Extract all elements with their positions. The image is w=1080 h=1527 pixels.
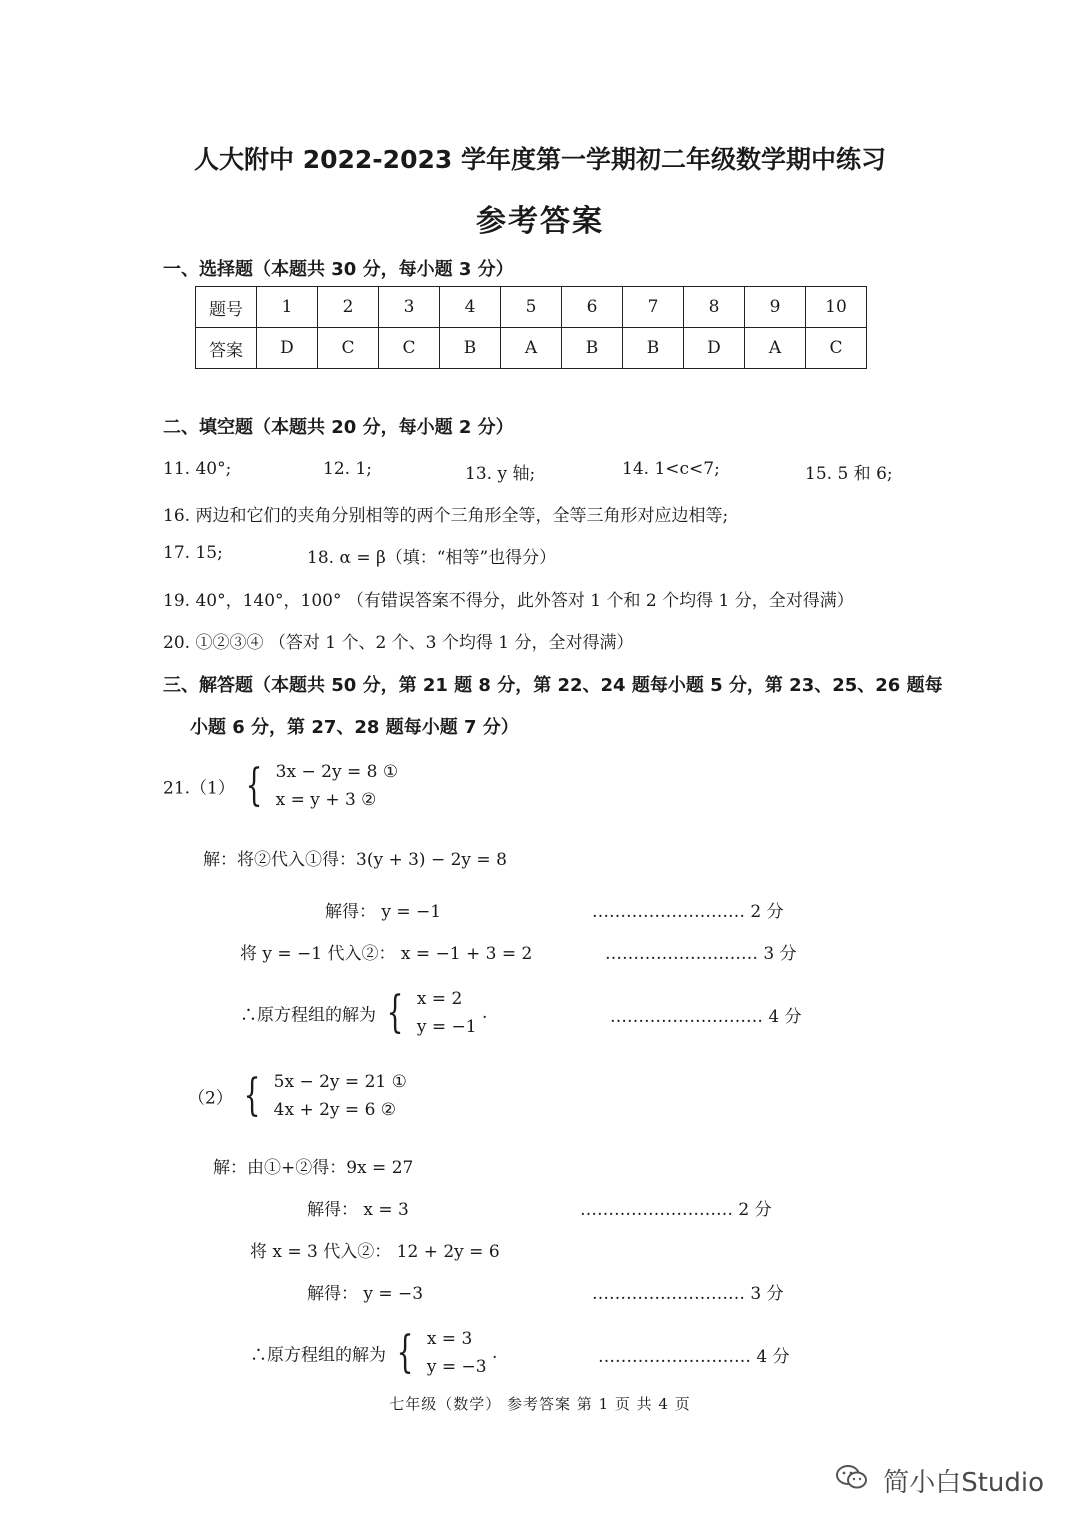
- table-cell: 5: [501, 287, 562, 328]
- table-cell: 3: [379, 287, 440, 328]
- table-row: [196, 287, 867, 328]
- page-footer: 七年级（数学） 参考答案 第 1 页 共 4 页: [389, 1395, 691, 1413]
- table-cell: B: [623, 328, 684, 369]
- equation: 3x − 2y = 8 ①: [275, 762, 399, 782]
- table-cell: B: [562, 328, 623, 369]
- score-mark: ……………………… 3 分: [605, 944, 797, 964]
- score-mark: ……………………… 2 分: [580, 1200, 772, 1220]
- q21-part1-system: [163, 758, 398, 814]
- solution-conclusion: ∴原方程组的解为 { x = 3 y = −3 .: [250, 1325, 497, 1381]
- score-mark: ……………………… 2 分: [592, 902, 784, 922]
- page-title: 人大附中 2022-2023 学年度第一学期初二年级数学期中练习: [194, 145, 886, 174]
- answer-q19: 19. 40°，140°，100° （有错误答案不得分，此外答对 1 个和 2 个均得 1 分，全对得满）: [163, 591, 854, 611]
- equation: 5x − 2y = 21 ①: [273, 1072, 407, 1092]
- answer-table: [195, 286, 867, 369]
- answer-q16: 16. 两边和它们的夹角分别相等的两个三角形全等，全等三角形对应边相等;: [163, 506, 729, 526]
- table-cell: C: [806, 328, 867, 369]
- solution-step: 解得： x = 3: [307, 1200, 409, 1220]
- table-cell: 8: [684, 287, 745, 328]
- table-cell: D: [257, 328, 318, 369]
- solution-step: 将 x = 3 代入②： 12 + 2y = 6: [250, 1242, 500, 1262]
- table-row: [196, 328, 867, 369]
- table-cell: 6: [562, 287, 623, 328]
- equation: y = −3: [426, 1357, 487, 1377]
- table-cell: A: [745, 328, 806, 369]
- table-cell: A: [501, 328, 562, 369]
- equation: x = 3: [426, 1329, 473, 1349]
- brace-icon: {: [243, 1070, 261, 1121]
- section3-heading-cont: 小题 6 分，第 27、28 题每小题 7 分）: [190, 717, 519, 738]
- equation-system: [274, 1068, 407, 1124]
- table-cell: C: [379, 328, 440, 369]
- score-mark: ……………………… 4 分: [610, 1007, 802, 1027]
- row-label: 题号: [196, 287, 257, 328]
- answer-q14: 14. 1<c<7;: [622, 459, 720, 479]
- q21-label: 21.（1）: [163, 778, 235, 799]
- equation-system: [276, 758, 398, 814]
- page-subtitle: 参考答案: [476, 204, 604, 239]
- table-cell: 1: [257, 287, 318, 328]
- solution-step: 将 y = −1 代入②： x = −1 + 3 = 2: [240, 944, 533, 964]
- score-mark: ……………………… 4 分: [598, 1347, 790, 1367]
- equation: y = −1: [416, 1017, 477, 1037]
- brace-icon: {: [397, 1327, 414, 1378]
- table-cell: 10: [806, 287, 867, 328]
- score-mark: ……………………… 3 分: [592, 1284, 784, 1304]
- equation: x = y + 3 ②: [275, 790, 377, 810]
- section2-heading: 二、填空题（本题共 20 分，每小题 2 分）: [163, 417, 514, 438]
- table-cell: 9: [745, 287, 806, 328]
- brace-icon: {: [245, 760, 263, 811]
- answer-q20: 20. ①②③④ （答对 1 个、2 个、3 个均得 1 分，全对得满）: [163, 633, 634, 653]
- answer-q15: 15. 5 和 6;: [805, 464, 893, 484]
- wechat-icon: [835, 1463, 869, 1498]
- solution-conclusion: ∴原方程组的解为 { x = 2 y = −1 .: [240, 985, 487, 1041]
- solution-step: 解：将②代入①得：3(y + 3) − 2y = 8: [203, 850, 507, 870]
- table-cell: 2: [318, 287, 379, 328]
- conclusion-text: ∴原方程组的解为: [250, 1345, 386, 1366]
- solution-step: 解得： y = −1: [325, 902, 442, 922]
- solution-system: [417, 985, 477, 1041]
- equation: 4x + 2y = 6 ②: [273, 1100, 397, 1120]
- solution-step: 解：由①+②得：9x = 27: [213, 1158, 414, 1178]
- part-label: （2）: [188, 1088, 233, 1109]
- watermark: [835, 1462, 1044, 1499]
- watermark-text: 简小白Studio: [883, 1468, 1044, 1498]
- table-cell: B: [440, 328, 501, 369]
- answer-q18: 18. α = β（填：“相等”也得分）: [307, 548, 557, 568]
- table-cell: C: [318, 328, 379, 369]
- table-cell: 4: [440, 287, 501, 328]
- answer-q17: 17. 15;: [163, 543, 223, 563]
- q21-part2-system: [188, 1068, 407, 1124]
- equation: x = 2: [416, 989, 463, 1009]
- answer-q13: 13. y 轴;: [465, 464, 536, 484]
- conclusion-text: ∴原方程组的解为: [240, 1005, 376, 1026]
- brace-icon: {: [387, 987, 404, 1038]
- row-label: 答案: [196, 328, 257, 369]
- table-cell: D: [684, 328, 745, 369]
- answer-q11: 11. 40°;: [163, 459, 232, 479]
- section1-heading: 一、选择题（本题共 30 分，每小题 3 分）: [163, 259, 514, 280]
- solution-system: [427, 1325, 487, 1381]
- answer-q12: 12. 1;: [323, 459, 372, 479]
- table-cell: 7: [623, 287, 684, 328]
- solution-step: 解得： y = −3: [307, 1284, 424, 1304]
- section3-heading: 三、解答题（本题共 50 分，第 21 题 8 分，第 22、24 题每小题 5 分，第 23、25、26 题每: [163, 675, 943, 696]
